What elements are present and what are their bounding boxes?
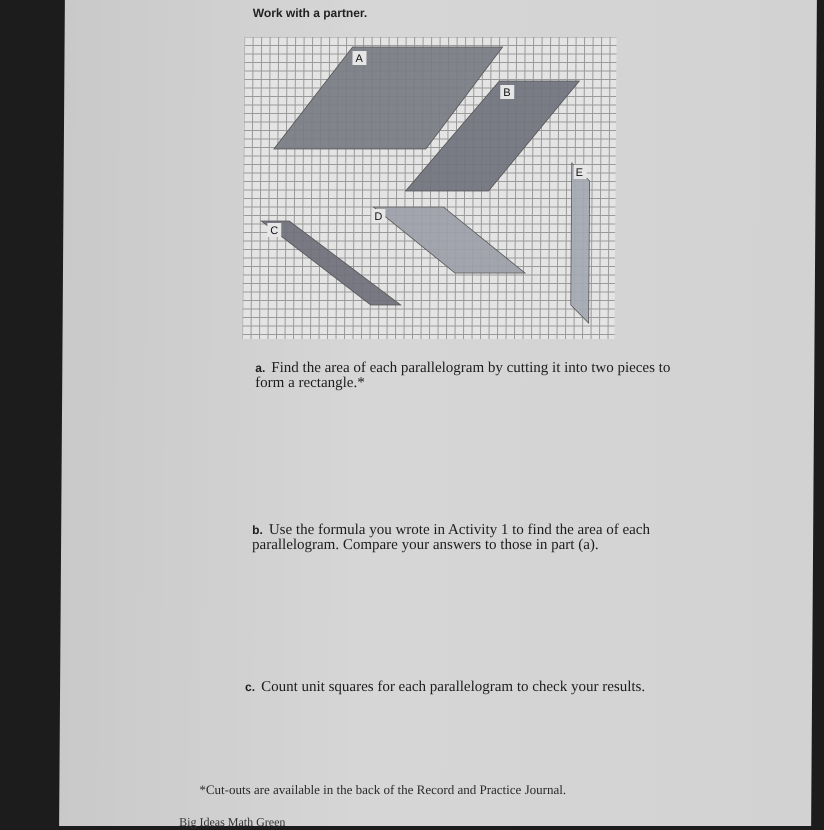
label-d: D: [374, 211, 383, 223]
question-c: [245, 680, 705, 695]
question-a-letter: a.: [255, 361, 266, 375]
question-c-letter: c.: [245, 680, 256, 694]
label-c: C: [270, 225, 279, 237]
grid-figure: [243, 37, 617, 339]
workbook-page: [59, 0, 817, 829]
question-b-text: Use the formula you wrote in Activity 1 to find the area of each parallelogram. Compare your answers to those in part (a).: [252, 522, 651, 553]
question-c-text: Count unit squares for each parallelogram to check your results.: [261, 679, 646, 695]
label-b: B: [503, 87, 511, 99]
question-b: [252, 523, 672, 553]
label-a: A: [355, 53, 363, 65]
parallelogram-e: [571, 163, 590, 323]
label-e: E: [575, 167, 584, 179]
question-b-letter: b.: [252, 523, 263, 537]
parallelogram-grid: [243, 37, 617, 339]
page-heading: Work with a partner.: [252, 6, 368, 20]
footnote: *Cut-outs are available in the back of the Record and Practice Journal.: [199, 782, 567, 797]
question-a-text: Find the area of each parallelogram by cutting it into two pieces to form a rectangle.*: [255, 360, 671, 391]
page-footer-text: Big Ideas Math Green: [179, 815, 286, 829]
question-a: [255, 361, 695, 391]
